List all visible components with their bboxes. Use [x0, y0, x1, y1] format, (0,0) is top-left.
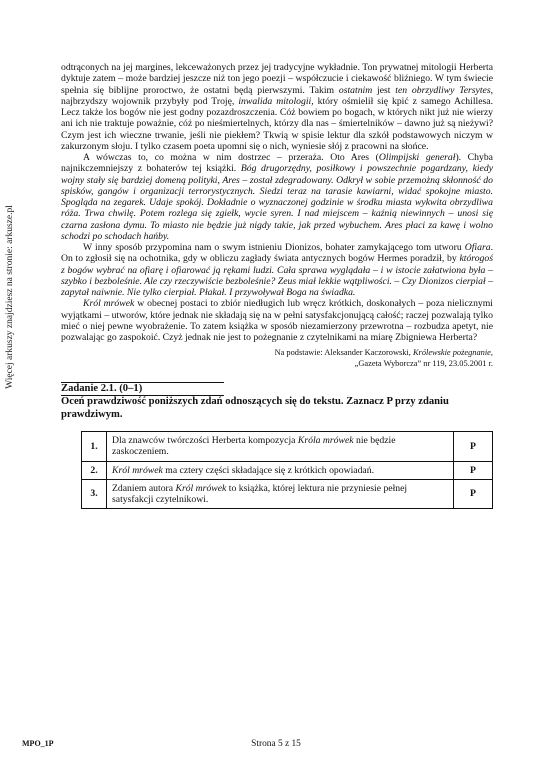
paragraph-3: W inny sposób przypomina nam o swym istnieniu Dionizos, bohater zamykającego tom utworu Ofiara. On to zgłosił się na ochotnika, gdy w obliczu zagłady świata antycznych bogów Hermes poradził, by którogoś z bogów wybrać na ofiarę i ofiarować ją rękami ludzi. Cała sprawa wyglądała – i w istocie załatwiona była – szybko i bezboleśnie. Ale czy rzeczywiście bezboleśnie? Zeus miał lekkie wątpliwości. – Czy Dionizos cierpiał – zapytał naiwnie. Nie tylko cierpiał. Płakał. I przywoływał Boga na świadka. — [61, 242, 493, 298]
task-title: Zadanie 2.1. (0–1) — [61, 382, 224, 396]
source-line-1: Na podstawie: Aleksander Kaczorowski, Królewskie pożegnanie, — [274, 348, 493, 358]
paragraph-1: odtrąconych na jej margines, lekceważonych przez jej tradycyjne wykładnie. Ton prywatnej mitologii Herberta dyktuje zatem – może bardziej jeszcze niż ton jego poezji – współczucie i ciekawość bliźniego. W tym świecie spełnia się biblijne proroctwo, że ostatni będą pierwszymi. Takim ostatnim jest ten obrzydliwy Tersytes, najbrzydszy wojownik przybyły pod Troję, inwalida mitologii, który ośmielił się kpić z samego Achillesa. Lecz także los bogów nie jest godny pozazdroszczenia. Cóż bowiem po bogach, w których nikt już nie wierzy ani ich nie traktuje poważnie, cóż po nieśmiertelnych, którzy dla nas – śmiertelników – dawno już są nieżywi? Czym jest ich wieczne trwanie, jeśli nie piekłem? Tkwią w spisie lektur dla szkół podstawowych niczym w zakurzonym słoju. I tylko czasem poeta upomni się o nich, wyniesie słój z pracowni na słońce. — [61, 62, 494, 152]
task-instruction: Oceń prawdziwość poniższych zdań odnoszących się do tekstu. Zaznacz P przy zdaniu prawdziwym. — [61, 396, 449, 420]
article-content — [61, 62, 493, 509]
table-row — [82, 461, 493, 479]
table-row — [82, 479, 493, 509]
true-mark-cell[interactable]: P — [454, 461, 493, 479]
true-mark-cell[interactable]: P — [454, 432, 493, 462]
true-mark-cell[interactable]: P — [454, 479, 493, 509]
source-line-2: „Gazeta Wyborcza” nr 119, 23.05.2001 r. — [354, 359, 493, 369]
exam-code: MPO_1P — [22, 739, 54, 748]
answer-table — [81, 431, 493, 509]
row-statement: Dla znawców twórczości Herberta kompozycja Króla mrówek nie będzie zaskoczeniem. — [107, 432, 454, 462]
row-number: 2. — [82, 461, 107, 479]
row-number: 3. — [82, 479, 107, 509]
row-number: 1. — [82, 432, 107, 462]
table-row — [82, 432, 493, 462]
side-margin-text: Więcej arkuszy znajdziesz na stronie: arkusze.pl — [5, 205, 15, 389]
row-statement: Król mrówek ma cztery części składające się z krótkich opowiadań. — [107, 461, 454, 479]
source-citation — [61, 348, 493, 370]
paragraph-4: Król mrówek w obecnej postaci to zbiór niedługich lub wręcz krótkich, doskonałych – poza nielicznymi wyjątkami – utworów, które jednak nie składają się na w pełni satysfakcjonującą całość; raczej pozwalają tylko mieć o niej pewne wyobrażenie. To zatem książka w sposób niezamierzony przewrotna – rozbudza apetyt, nie pozwalając go zaspokoić. Czyż jednak nie jest to pożegnanie z czytelnikami na miarę Zbigniewa Herberta? — [61, 298, 493, 343]
page-number: Strona 5 z 15 — [251, 739, 301, 749]
row-statement: Zdaniem autora Król mrówek to książka, której lektura nie przyniesie pełnej satysfakcji czytelnikowi. — [107, 479, 454, 509]
task-block — [61, 382, 493, 421]
paragraph-2: A wówczas to, co można w nim dostrzec – przeraża. Oto Ares (Olimpijski generał). Chyba najnikczemniejszy z bohaterów tej książki. Bóg drugorzędny, posiłkowy i powszechnie pogardzany, kiedy wojny stały się bardziej domeną polityki, Ares – został zdegradowany. Odkrył w sobie przemożną skłonność do spisków, gangów i organizacji terrorystycznych. Siedzi teraz na tarasie kawiarni, widać spokojne miasto. Spogląda na zegarek. Udaje spokój. Dokładnie o wyznaczonej godzinie w środku miasta wykwita obrzydliwa róża. Trwa chwilę. Potem rozlega się zgiełk, wycie syren. I nad miejscem – kaźnią niewinnych – unosi się czarna zasłona dymu. To miasto nie będzie już nigdy takie, jak przed wybuchem. Ares płaci za kawę i wolno schodzi po schodach hańby. — [61, 152, 493, 242]
